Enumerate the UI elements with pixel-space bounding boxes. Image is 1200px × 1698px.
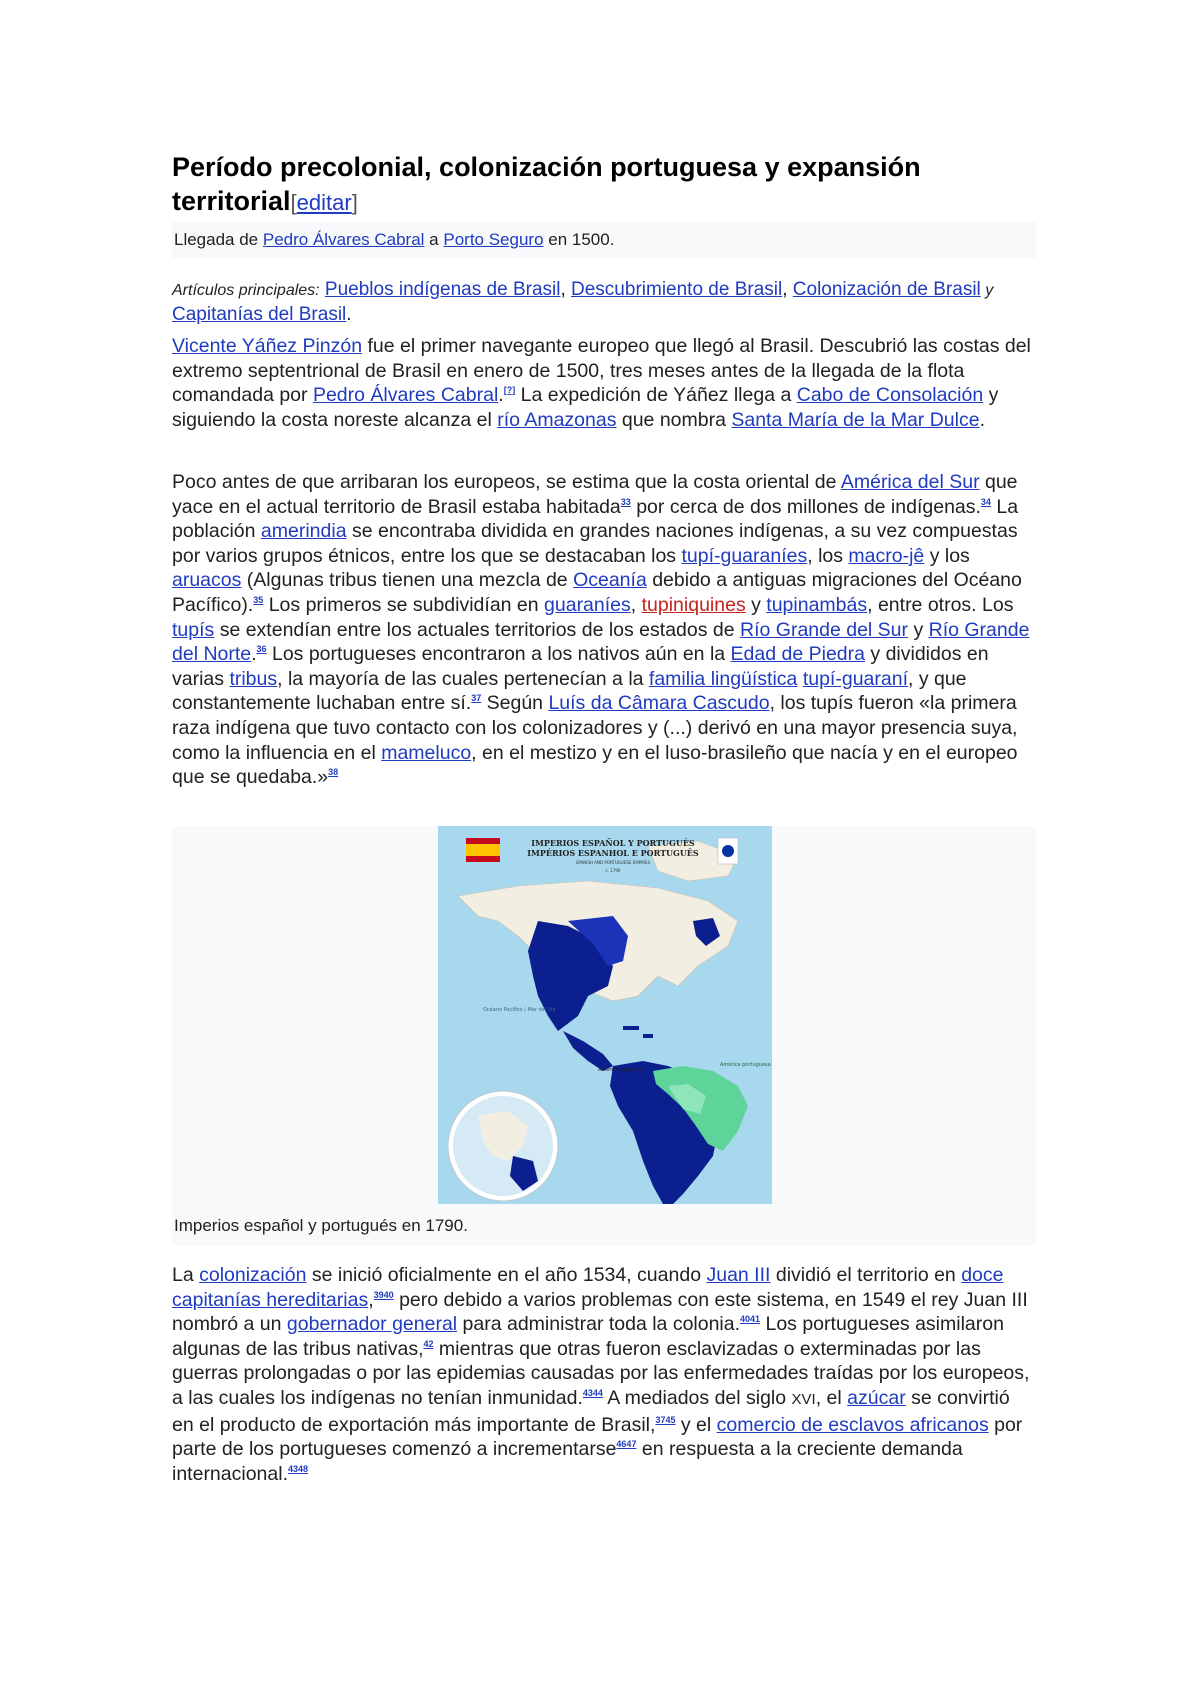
link-pueblos-indigenas[interactable]: Pueblos indígenas de Brasil	[324, 279, 561, 300]
link-colonizacion-2[interactable]: colonización	[199, 1264, 307, 1286]
reference[interactable]	[471, 693, 481, 703]
hatnote-and: y	[980, 282, 994, 299]
empires-map-image[interactable]	[438, 826, 772, 1204]
map-caption: Imperios español y portugués en 1790.	[174, 1216, 468, 1235]
ref-link[interactable]: [?]	[503, 385, 516, 396]
text: fue el primer navegante europeo que llegó al Brasil. Descubrió las costas del extremo septentrional de Brasil en enero de 1500, tres meses antes de la llegada de la flota comandada por	[172, 335, 1031, 407]
link-pedro-alvares-cabral-2[interactable]: Pedro Álvares Cabral	[312, 384, 499, 407]
link-gobernador-general[interactable]: gobernador general	[286, 1313, 458, 1336]
reference[interactable]	[655, 1415, 675, 1425]
text: que yace en el actual territorio de Brasil estaba habitada	[172, 471, 1018, 518]
link-amerindia[interactable]: amerindia	[260, 520, 347, 543]
text: se convirtió en el producto de exportación más importante de Brasil,	[172, 1386, 1010, 1436]
text: La expedición de Yáñez llega a	[515, 384, 797, 407]
caption-text: Llegada de	[174, 230, 263, 249]
text: ,	[368, 1288, 374, 1311]
hatnote-prefix: Artículos principales:	[172, 282, 320, 299]
link-guaranies[interactable]: guaraníes	[544, 593, 631, 616]
text: , los	[807, 544, 849, 567]
link-rio-amazonas[interactable]: río Amazonas	[497, 408, 617, 431]
link-familia-linguistica[interactable]: familia lingüística	[648, 667, 798, 690]
map-label-spanish: América española	[598, 1067, 643, 1073]
reference[interactable]	[616, 1439, 636, 1449]
text: se encontraba dividida en grandes naciones indígenas, a su vez compuestas por varios grupos étnicos, entre los que se destacaban los	[172, 520, 1018, 567]
link-edad-de-piedra[interactable]: Edad de Piedra	[730, 643, 865, 666]
text: y el	[675, 1413, 717, 1436]
text: , y que constantemente luchaban entre sí.	[172, 667, 967, 715]
text: .	[979, 408, 985, 431]
top-image-caption	[172, 222, 1036, 258]
text: se inició oficialmente en el año 1534, cuando	[306, 1264, 707, 1286]
edit-bracket-close: ]	[351, 190, 358, 215]
reference[interactable]	[328, 767, 338, 777]
text: pero debido a varios problemas con este sistema, en 1549 el rey Juan III nombró a un	[172, 1288, 1028, 1336]
ref-link[interactable]: 37	[471, 693, 482, 704]
reference[interactable]	[621, 497, 631, 507]
link-macro-je[interactable]: macro-jê	[848, 544, 925, 567]
link-cabo-consolacion[interactable]: Cabo de Consolación	[796, 384, 984, 407]
ref-link[interactable]: 4348	[288, 1463, 309, 1474]
text: , el	[815, 1386, 848, 1409]
link-luis-da-camara-cascudo[interactable]: Luís da Câmara Cascudo	[548, 692, 770, 715]
ref-link[interactable]: 38	[328, 767, 339, 778]
text: mientras que otras fueron esclavizadas o exterminadas por las guerras prolongadas o por las epidemias causadas por las enfermedades traídas por los europeos, a las cuales los indígenas no tenían inmunidad.	[172, 1337, 1030, 1409]
link-tribus[interactable]: tribus	[229, 667, 278, 690]
text: por parte de los portugueses comenzó a incrementarse	[172, 1413, 1023, 1461]
main-articles-hatnote	[172, 278, 1036, 327]
map-year: c. 1790	[605, 868, 621, 873]
section-heading	[172, 150, 1036, 220]
reference[interactable]	[288, 1464, 308, 1474]
link-porto-seguro[interactable]: Porto Seguro	[443, 230, 544, 249]
reference[interactable]	[740, 1314, 760, 1324]
text: La población	[172, 495, 1019, 543]
link-azucar[interactable]: azúcar	[847, 1386, 906, 1409]
text: .	[251, 643, 257, 666]
hatnote-sep: ,	[560, 279, 572, 300]
citation-needed[interactable]	[504, 385, 516, 395]
caption-text: a	[424, 230, 444, 249]
link-rio-grande-del-sur[interactable]: Río Grande del Sur	[740, 618, 909, 641]
ref-link[interactable]: 35	[253, 594, 264, 605]
ref-link[interactable]: 36	[256, 644, 267, 655]
text: que nombra	[616, 408, 732, 431]
map-subtitle: SPANISH AND PORTUGUESE EMPIRES	[575, 860, 651, 865]
edit-section-link[interactable]: editar	[296, 190, 352, 215]
ref-link[interactable]: 42	[423, 1338, 434, 1349]
ref-link[interactable]: 4344	[582, 1387, 603, 1398]
text: debido a antiguas migraciones del Océano Pacífico).	[172, 569, 1022, 616]
map-figure	[172, 826, 1036, 1246]
link-rio-grande-del-norte[interactable]: Río Grande del Norte	[172, 618, 1030, 666]
text: y	[908, 618, 929, 641]
ref-link[interactable]: 34	[980, 496, 991, 507]
ref-link[interactable]: 3940	[373, 1289, 394, 1300]
link-tupi-guaranies[interactable]: tupí-guaraníes	[681, 544, 808, 567]
text: Los primeros se subdividían en	[263, 593, 545, 616]
hatnote-sep: ,	[782, 279, 793, 300]
text: Poco antes de que arribaran los europeos, se estima que la costa oriental de	[172, 471, 841, 493]
text: y divididos en varias	[172, 643, 989, 690]
reference[interactable]	[257, 644, 267, 654]
text: , entre otros. Los	[867, 593, 1014, 616]
edit-bracket-open: [	[290, 190, 297, 215]
text: .	[498, 384, 504, 407]
link-oceania[interactable]: Oceanía	[573, 569, 647, 592]
link-tupis[interactable]: tupís	[172, 618, 215, 641]
text: La	[172, 1264, 200, 1286]
link-juan-iii[interactable]: Juan III	[706, 1264, 771, 1286]
text: y siguiendo la costa noreste alcanza el	[172, 384, 999, 431]
text: Los portugueses encontraron a los nativos aún en la	[266, 643, 731, 666]
link-aruacos[interactable]: aruacos	[172, 569, 242, 592]
section-title: Período precolonial, colonización portuguesa y expansión territorial	[172, 152, 921, 216]
paragraph-2	[172, 470, 1036, 790]
ref-link[interactable]: 33	[620, 496, 631, 507]
link-descubrimiento[interactable]: Descubrimiento de Brasil	[571, 279, 783, 300]
link-capitanias[interactable]: Capitanías del Brasil	[172, 304, 347, 325]
text: para administrar toda la colonia.	[457, 1313, 741, 1336]
reference[interactable]	[423, 1339, 433, 1349]
ref-link[interactable]: 4647	[616, 1439, 637, 1450]
text: dividió el territorio en	[770, 1264, 962, 1286]
link-mameluco[interactable]: mameluco	[381, 741, 472, 764]
text: Los portugueses asimilaron algunas de las tribus nativas,	[172, 1313, 1004, 1360]
reference[interactable]	[253, 595, 263, 605]
text: , la mayoría de las cuales pertenecían a la	[277, 667, 649, 690]
map-label-ocean: Océano Pacífico / Mar del Sur	[483, 1007, 557, 1013]
ref-link[interactable]: 3745	[655, 1414, 676, 1425]
text: , los tupís fueron «la primera raza indígena que tuvo contacto con los colonizadores y (...) derivó en una mayor presencia suya, como la influencia en el	[172, 692, 1018, 764]
link-tupi-guarani[interactable]: tupí-guaraní	[802, 667, 908, 690]
text: , en el mestizo y en el luso-brasileño que nacía y en el europeo que se quedaba.»	[172, 741, 1018, 789]
text: y	[745, 593, 767, 616]
link-america-del-sur[interactable]: América del Sur	[840, 471, 980, 493]
text: en respuesta a la creciente demanda internacional.	[172, 1438, 963, 1485]
century-numeral: XVI	[791, 1390, 816, 1408]
text: por cerca de dos millones de indígenas.	[630, 495, 981, 518]
link-tupinambas[interactable]: tupinambás	[766, 593, 868, 616]
link-colonizacion[interactable]: Colonización de Brasil	[792, 279, 981, 300]
link-pedro-alvares-cabral[interactable]: Pedro Álvares Cabral	[262, 230, 425, 249]
paragraph-3	[172, 1263, 1036, 1486]
ref-link[interactable]: 4041	[740, 1314, 761, 1325]
text: (Algunas tribus tienen una mezcla de	[241, 569, 574, 592]
link-doce-capitanias[interactable]: doce capitanías hereditarias	[172, 1264, 1004, 1311]
text: Según	[481, 692, 549, 715]
caption-text: en 1500.	[543, 230, 615, 249]
link-comercio-esclavos[interactable]: comercio de esclavos africanos	[716, 1413, 989, 1436]
reference[interactable]	[981, 497, 991, 507]
text: se extendían entre los actuales territorios de los estados de	[214, 618, 741, 641]
map-title-1: IMPERIOS ESPAÑOL Y PORTUGUÉS	[531, 838, 695, 848]
hatnote-end: .	[346, 304, 352, 325]
link-santa-maria-mar-dulce[interactable]: Santa María de la Mar Dulce	[731, 408, 980, 431]
reference[interactable]	[583, 1388, 603, 1398]
redlink-tupiniquines[interactable]: tupiniquines	[641, 593, 746, 616]
reference[interactable]	[374, 1290, 394, 1300]
text: y los	[924, 544, 970, 567]
text: A mediados del siglo	[602, 1386, 792, 1409]
paragraph-1	[172, 334, 1036, 432]
map-label-portuguese: América portuguesa	[720, 1062, 771, 1068]
edit-section-link-wrapper	[291, 190, 358, 215]
text: ,	[630, 593, 642, 616]
link-vicente-yanez-pinzon[interactable]: Vicente Yáñez Pinzón	[172, 335, 363, 357]
map-title-2: IMPÉRIOS ESPANHOL E PORTUGUÊS	[527, 848, 699, 858]
